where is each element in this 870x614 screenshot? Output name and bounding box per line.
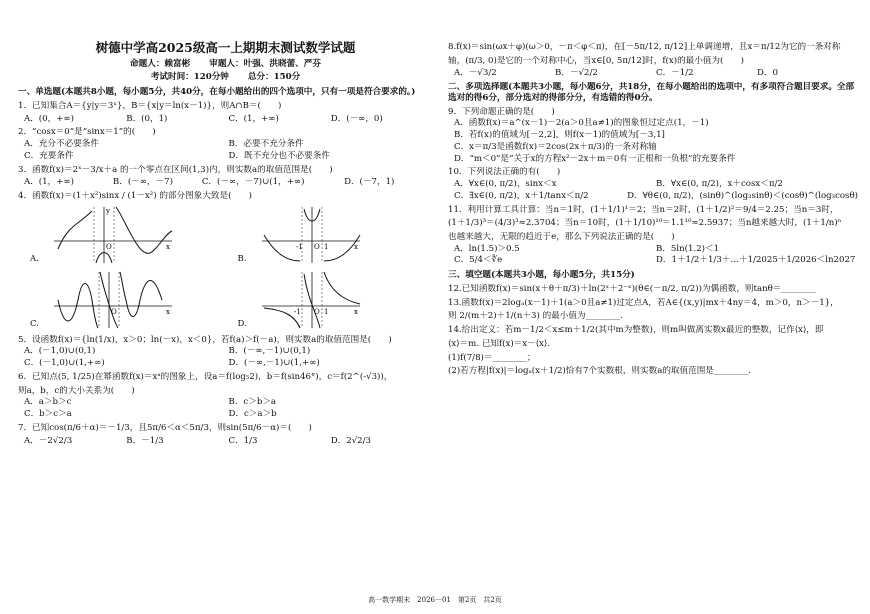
- graph-d: [262, 270, 362, 330]
- question-7: 7．已知cos(π/6＋α)＝－1/3，且5π/6＜α＜5π/3，则sin(5π/6－α)＝( ): [18, 422, 312, 433]
- axis-pos1: 1: [323, 307, 328, 316]
- graph-option-c: [18, 270, 226, 332]
- option-c: C．(1，+∞): [228, 113, 279, 124]
- question-13: 13.函数f(x)＝2logₐ(x－1)＋1(a＞0且a≠1)过定点A，若A∈{(x,y)|mx＋4ny＝4，m＞0，n＞－1}，: [448, 297, 839, 308]
- authors: 命题人：赖富彬: [130, 58, 191, 69]
- axis-pos1: 1: [323, 242, 328, 251]
- question-2: 2．“cosx＝0”是“sinx＝1”的( ): [18, 127, 156, 138]
- option-c: C．5/4＜∜e: [454, 255, 503, 266]
- option-b: B．－√2/2: [555, 68, 598, 79]
- question-14-part2: (2)若方程|f(x)|＝logₐ(x＋1/2)恰有7个实数根，则实数a的取值范围是________.: [448, 366, 751, 377]
- option-b: B．(0，1): [126, 113, 168, 124]
- options: [18, 436, 433, 447]
- exam-time: 考试时间：120分钟: [150, 72, 229, 83]
- option-b: B．－1/3: [126, 435, 164, 446]
- option-a: A．函数f(x)＝a^(x－1)－2(a＞0且a≠1)的图象恒过定点(1，－1): [454, 118, 709, 129]
- question-3: 3．函数f(x)＝2ˣ－3/x＋a 的一个零点在区间(1,3)内，则实数a的取值范围是( ): [18, 164, 333, 175]
- option-d: D．2√2/3: [330, 435, 372, 446]
- axis-origin: O: [313, 242, 320, 251]
- question-10: 10．下列说法正确的有( ): [448, 167, 561, 178]
- options: [448, 255, 858, 266]
- exam-score: 总分：150分: [247, 72, 301, 83]
- option-c: C．b＞c＞a: [24, 409, 72, 420]
- graph-option-d: [226, 270, 434, 332]
- options: [448, 244, 858, 255]
- option-a: A．－√3/2: [454, 68, 497, 79]
- option-b: B．c＞b＞a: [228, 397, 277, 408]
- options: [18, 114, 433, 125]
- option-d: D．“m＜0”是“关于x的方程x²－2x＋m＝0有一正根和一负根”的充要条件: [454, 153, 736, 164]
- axis-neg1: -1: [295, 242, 303, 251]
- reviewers: 审题人：叶强、洪晓蕾、严芬: [209, 58, 321, 69]
- question-13-cont: 则 2/(m＋2)＋1/(n＋3) 的最小值为________.: [448, 311, 623, 322]
- graph-label-b: B.: [237, 253, 247, 264]
- options: [18, 177, 433, 188]
- option-d: D．0: [757, 68, 778, 79]
- options: [18, 346, 433, 357]
- question-8: 8.f(x)＝sin(ωx＋φ)(ω＞0，－π＜φ＜π)，在[－5π/12, π/12]上单调递增，且x＝π/12为它的一条对称: [448, 42, 841, 52]
- graph-label-c: C.: [30, 318, 40, 329]
- option-b: B．若f(x)的值域为[－2,2]，则f(x－1)的值域为[－3,1]: [454, 130, 665, 141]
- graph-c: [54, 270, 174, 330]
- question-12: 12.已知函数f(x)＝sin(x＋θ＋π/3)＋ln(2ˣ＋2⁻ˣ)(θ∈(－π/2, π/2))为偶函数，则tanθ＝________: [448, 283, 816, 294]
- option-d: D．既不充分也不必要条件: [228, 150, 330, 161]
- option-d: D．c＞a＞b: [228, 409, 277, 420]
- question-5: 5．设函数f(x)＝{ln(1/x)，x＞0；ln(－x)，x＜0}，若f(a)＞f(－a)，则实数a的取值范围是( ): [18, 334, 392, 345]
- options: [18, 397, 433, 408]
- right-column: [448, 0, 858, 377]
- option-d: D．(－∞,－1)∪(1,+∞): [228, 358, 320, 369]
- axis-x: x: [353, 307, 358, 316]
- options: [18, 358, 433, 369]
- option-c: C．x＝π/3是函数f(x)＝2cos(2x＋π/3)的一条对称轴: [454, 141, 657, 152]
- page-title: 树德中学高2025级高一上期期末测试数学试题: [95, 40, 356, 55]
- graph-row: [18, 270, 433, 332]
- question-11-cont: 也越来越大，无限的趋近于e，那么下列说法正确的是( ): [448, 232, 675, 243]
- axis-origin: O: [106, 242, 112, 251]
- question-6: 6．已知点(5, 1/25)在幂函数f(x)＝xᵃ的图象上，设a＝f(log₅2)，b＝f(sin46°)，c＝f(2^(-√3))，: [18, 371, 393, 382]
- options: [448, 191, 858, 202]
- left-column: [18, 0, 433, 446]
- option-a: A．a＞b＞c: [24, 397, 72, 408]
- option-d: D．∀θ∈(0, π/2)，(sinθ)^(log₃sinθ)＜(cosθ)^(log₃cosθ): [627, 190, 858, 201]
- option-c: C．∃x∈(0, π/2)，x＋1/tanx＜π/2: [454, 190, 589, 201]
- graph-b: [262, 205, 362, 265]
- question-14-cont: ⟨x⟩＝m. 已知f(x)＝x－⟨x⟩.: [448, 338, 550, 349]
- graph-option-a: [18, 205, 226, 267]
- option-c: C．1/3: [228, 435, 258, 446]
- question-4: 4．函数f(x)＝(1＋x²)sinx / (1－x²) 的部分图象大致是( ): [18, 190, 252, 201]
- options: [448, 68, 858, 79]
- options: [448, 179, 858, 190]
- option-c: C．充要条件: [24, 150, 74, 161]
- option-b: B．必要不充分条件: [228, 139, 304, 150]
- option-a: A．∀x∈(0, π/2)，sinx＜x: [454, 179, 557, 190]
- option-a: A．(0，+∞): [24, 113, 74, 124]
- option-b: B．5ln(1.2)＜1: [656, 243, 720, 254]
- option-d: D．1＋1/2＋1/3＋…＋1/2025＋1/2026＜ln2027: [656, 255, 856, 266]
- question-6-cont: 则a，b，c的大小关系为( ): [18, 385, 135, 396]
- page-footer: 高一数学期末 2026－01 第2页 共2页: [368, 596, 502, 604]
- option-a: A．(－1,0)∪(0,1): [24, 346, 96, 357]
- author-line: [18, 59, 433, 70]
- option-a: A．(1，+∞): [24, 177, 74, 188]
- question-1: 1．已知集合A＝{y|y＝3ˣ}，B＝{x|y＝ln(x－1)}，则A∩B＝( ): [18, 100, 282, 111]
- options: [18, 151, 433, 162]
- graph-label-d: D.: [237, 318, 247, 329]
- option-d: D．(－7，1): [344, 177, 395, 188]
- axis-x: x: [353, 242, 358, 251]
- option-c: C．(－∞，－7)∪(1，+∞): [201, 177, 305, 188]
- option-a: A．－2√2/3: [24, 435, 73, 446]
- exam-info: [18, 72, 433, 83]
- option-b: B．(－∞,－1)∪(0,1): [228, 346, 311, 357]
- option-a: A．充分不必要条件: [24, 139, 99, 150]
- axis-origin: O: [313, 307, 320, 316]
- option-c: C．－1/2: [656, 68, 694, 79]
- question-11-cont: (1＋1/3)³＝(4/3)³≈2.3704；当n＝10时，(1＋1/10)¹⁰＝1.1¹⁰≈2.5937；当n越来越大时，(1＋1/n)ⁿ: [448, 218, 842, 229]
- question-8-cont: 轴，(π/3, 0)是它的一个对称中心，当x∈[0, 5π/12]时，f(x)的最小值为( ): [448, 55, 744, 66]
- option-c: C．(－1,0)∪(1,+∞): [24, 358, 105, 369]
- options: [18, 139, 433, 150]
- graph-a: [54, 205, 174, 265]
- option-a: A．ln(1.5)＞0.5: [454, 243, 520, 254]
- section-heading: 三、填空题(本题共3小题，每小题5分，共15分): [448, 270, 635, 281]
- option-b: B．∀x∈(0, π/2)，x＋cosx＜π/2: [656, 179, 783, 190]
- option-b: B．(－∞，－7): [112, 177, 173, 188]
- axis-x: x: [166, 242, 170, 251]
- option-d: D．(－∞，0): [330, 113, 383, 124]
- question-9: 9．下列命题正确的是( ): [448, 106, 555, 117]
- graph-row: [18, 205, 433, 267]
- graph-label-a: A.: [30, 253, 39, 264]
- options: [18, 409, 433, 420]
- axis-origin: O: [111, 307, 117, 316]
- question-14: 14.给出定义：若m－1/2＜x≤m＋1/2(其中m为整数)，则m叫做离实数x最近的整数，记作⟨x⟩，即: [448, 325, 824, 336]
- axis-x: x: [166, 307, 170, 316]
- axis-neg1: -1: [293, 307, 301, 316]
- section-heading: 一、单选题(本题共8小题，每小题5分，共40分，在每小题给出的四个选项中，只有一项是符合要求的。): [18, 87, 416, 98]
- question-11: 11．利用计算工具计算：当n＝1时，(1＋1/1)¹＝2；当n＝2时，(1＋1/2)²＝9/4＝2.25；当n＝3时，: [448, 204, 839, 215]
- question-14-part1: (1)f(7/8)＝________；: [448, 352, 536, 363]
- axis-y: y: [106, 206, 110, 215]
- section-heading: 二、多项选择题(本题共3小题，每小题6分，共18分，在每小题给出的选项中，有多项符合题目要求。全部选对的得6分，部分选对的得部分分，有选错的得0分。: [448, 82, 855, 103]
- graph-option-b: [226, 205, 434, 267]
